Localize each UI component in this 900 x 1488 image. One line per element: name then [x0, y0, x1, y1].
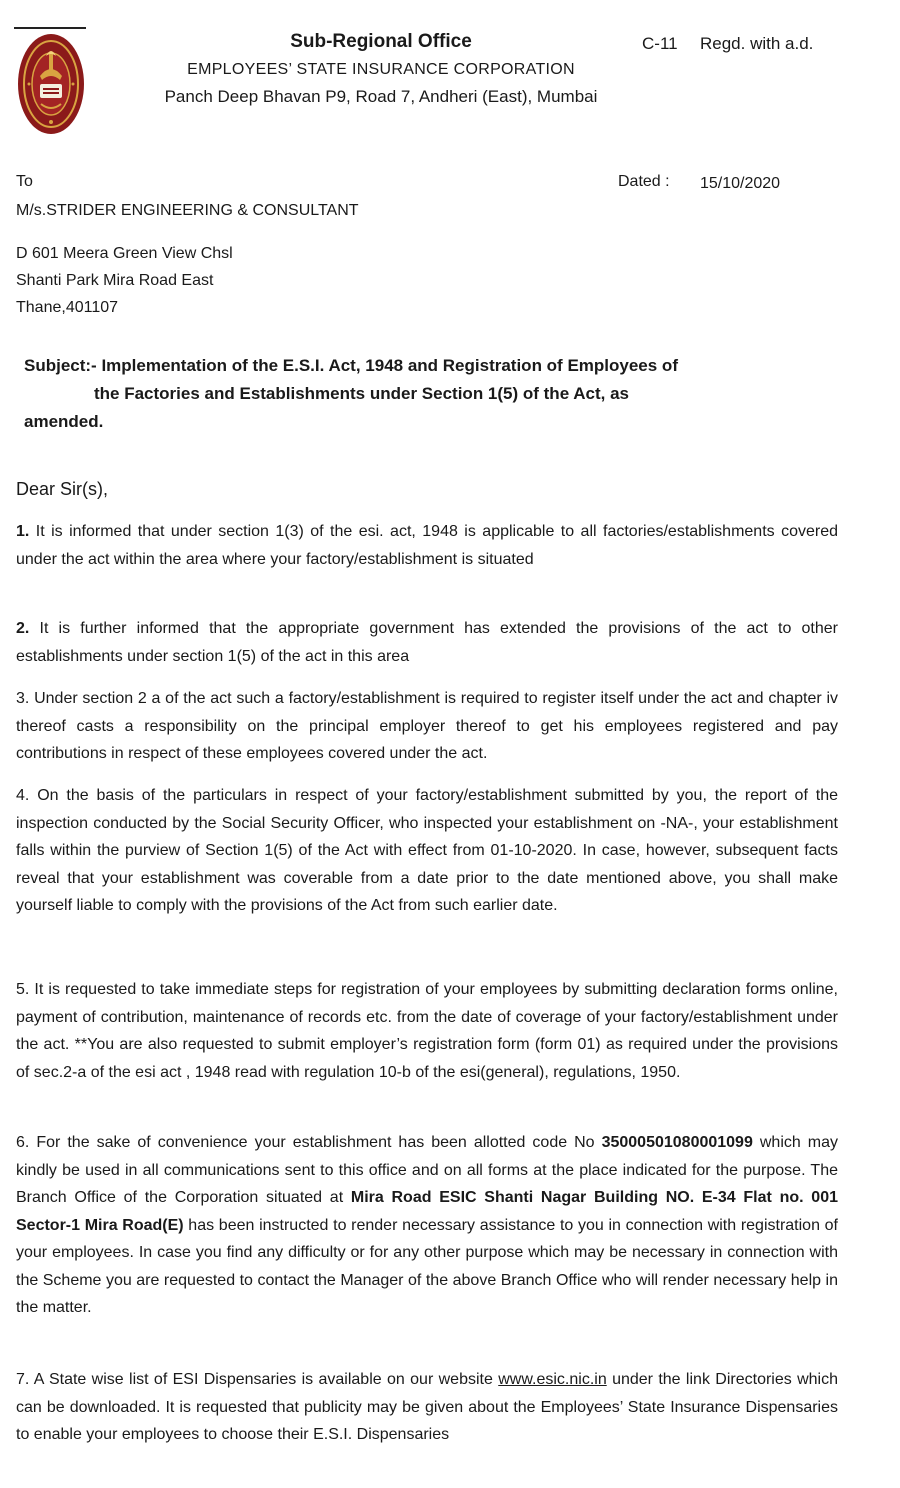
website-link[interactable]: www.esic.nic.in	[498, 1371, 607, 1388]
paragraph-text: which may kindly be used in all communications sent to this office and on all forms at the place indicated for the purpose. The Branch Office of the Corporation situated at	[16, 1134, 838, 1206]
corporation-name: EMPLOYEES’ STATE INSURANCE CORPORATION	[187, 61, 575, 78]
paragraph-text: It is further informed that the appropriate government has extended the provisions of the act to other establishments under section 1(5) of the act in this area	[16, 620, 838, 665]
recipient-address-line: Shanti Park Mira Road East	[16, 272, 214, 289]
recipient-address-line: D 601 Meera Green View Chsl	[16, 245, 233, 262]
paragraph-6	[16, 1129, 838, 1322]
subject-block	[24, 352, 714, 436]
paragraph-text: 6. For the sake of convenience your establishment has been allotted code No	[16, 1134, 602, 1151]
branch-office-address: Mira Road ESIC Shanti Nagar Building NO. E-34 Flat no. 001 Sector-1 Mira Road(E)	[16, 1189, 839, 1234]
dated-value: 15/10/2020	[700, 175, 781, 192]
paragraph-3: 3. Under section 2 a of the act such a factory/establishment is required to register itself under the act and chapter iv thereof casts a responsibility on the principal employer thereof to get his employees registered and pay contributions in respect of these employees covered under the act.	[16, 690, 838, 762]
office-address: Panch Deep Bhavan P9, Road 7, Andheri (East), Mumbai	[164, 87, 598, 106]
form-code: C-11	[642, 34, 678, 53]
paragraph-5: 5. It is requested to take immediate steps for registration of your employees by submitting declaration forms online, payment of contribution, maintenance of records etc. from the date of coverage of your factory/establishment under the act. **You are also requested to submit employer’s registration form (form 01) as required under the provisions of sec.2-a of the esi act , 1948 read with regulation 10-b of the esi(general), regulations, 1950.	[16, 981, 838, 1081]
registered-post-note: Regd. with a.d.	[700, 34, 814, 53]
paragraph-1	[16, 518, 838, 573]
paragraph-4: 4. On the basis of the particulars in respect of your factory/establishment submitted by you, the report of the inspection conducted by the Social Security Officer, who inspected your establishment on -NA-, your establishment falls within the purview of Section 1(5) of the Act with effect from 01-10-2020. In case, however, subsequent facts reveal that your establishment was coverable from a date prior to the date mentioned above, you shall make yourself liable to comply with the provisions of the Act from such earlier date.	[16, 787, 838, 914]
paragraph-2	[16, 615, 838, 670]
employer-code: 35000501080001099	[601, 1134, 753, 1151]
esic-emblem-icon	[16, 32, 86, 136]
subject-line: amended.	[24, 412, 104, 431]
paragraph-number: 2.	[16, 620, 30, 637]
paragraph-text: 7. A State wise list of ESI Dispensaries is available on our website	[16, 1371, 499, 1388]
paragraph-7	[16, 1366, 838, 1449]
header-rule	[14, 27, 86, 29]
recipient-firm: M/s.STRIDER ENGINEERING & CONSULTANT	[16, 202, 359, 219]
subject-line: the Factories and Establishments under Section 1(5) of the Act, as	[94, 384, 629, 403]
dated-label: Dated :	[618, 173, 670, 190]
paragraph-number: 1.	[16, 523, 30, 540]
recipient-address-line: Thane,401107	[16, 299, 119, 316]
paragraph-text: It is informed that under section 1(3) of the esi. act, 1948 is applicable to all factories/establishments covered under the act within the area where your factory/establishment is situated	[16, 523, 838, 568]
to-label: To	[16, 173, 33, 190]
paragraph-text: under the link Directories which can be downloaded. It is requested that publicity may be given about the Employees’ State Insurance Dispensaries to enable your employees to choose their E.S.I. Dispensaries	[16, 1371, 839, 1443]
salutation: Dear Sir(s),	[16, 479, 109, 499]
paragraph-text: has been instructed to render necessary assistance to you in connection with registration of your employees. In case you find any difficulty or for any other purpose which may be necessary in connection with the Scheme you are requested to contact the Manager of the above Branch Office who will render necessary help in the matter.	[16, 1216, 839, 1316]
office-title: Sub-Regional Office	[290, 31, 472, 52]
subject-line: Subject:- Implementation of the E.S.I. Act, 1948 and Registration of Employees of	[24, 356, 678, 375]
